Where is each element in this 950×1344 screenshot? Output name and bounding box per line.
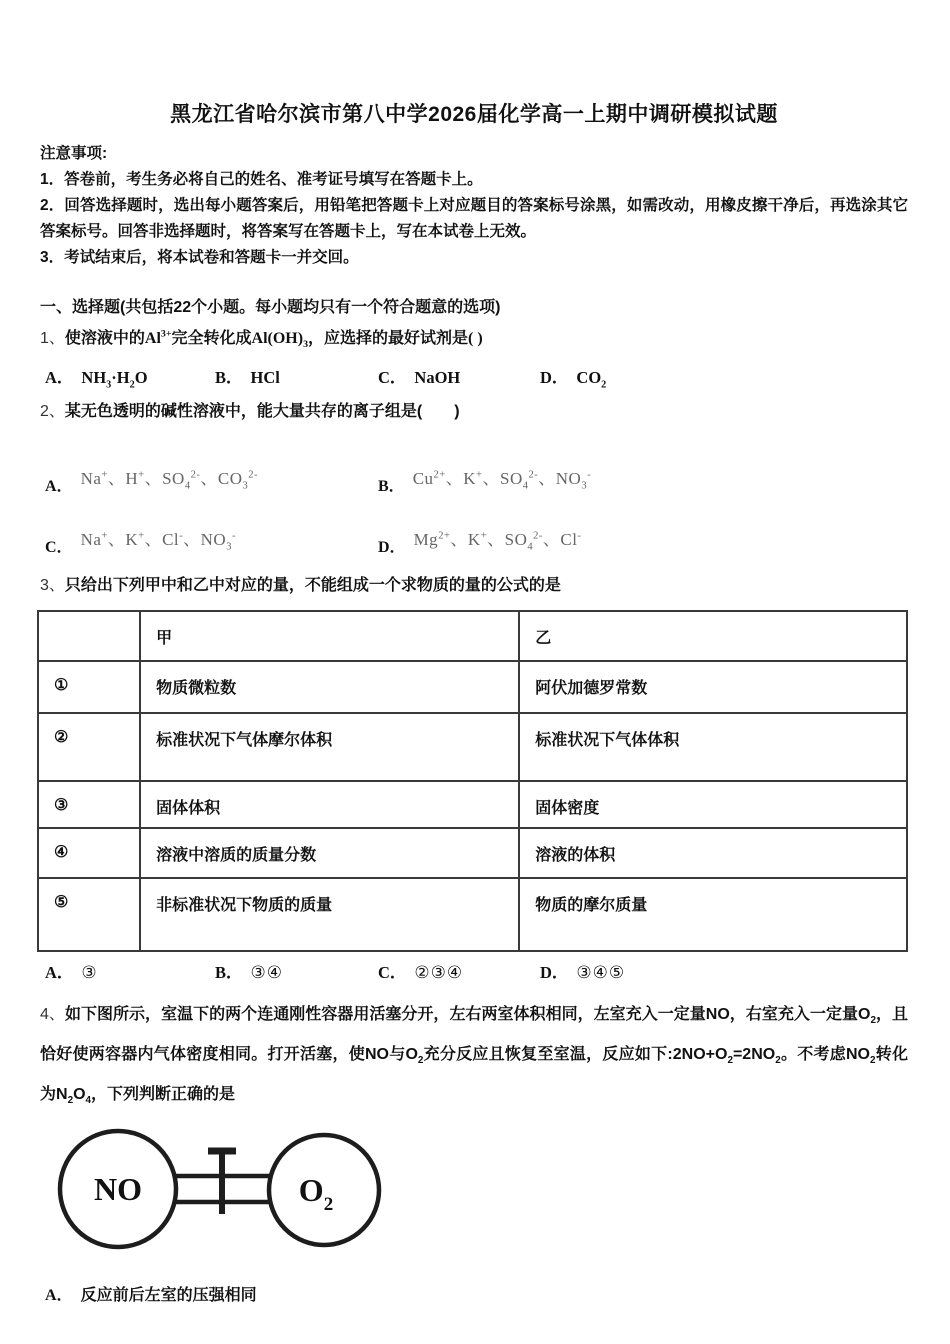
q1-option-c: C． NaOH	[378, 368, 461, 387]
question-2-number: 2、	[40, 403, 65, 420]
question-4-number: 4、	[40, 1006, 65, 1023]
q1-option-d: D． $CO_2$	[540, 368, 607, 391]
table-header-blank	[38, 611, 140, 661]
table-row: ⑤ 非标准状况下物质的质量 物质的摩尔质量	[38, 878, 907, 951]
question-3-stem: 3、只给出下列甲中和乙中对应的量，不能组成一个求物质的量的公式的是	[40, 577, 561, 594]
section-1-heading: 一、选择题(共包括22个小题。每小题均只有一个符合题意的选项)	[40, 299, 501, 316]
table-header-yi: 乙	[519, 611, 907, 661]
question-1-options	[40, 364, 908, 391]
question-1-number: 1、	[40, 330, 65, 347]
table-row: ④ 溶液中溶质的质量分数 溶液的体积	[38, 828, 907, 878]
q3-answer-d: D． ③④⑤	[540, 963, 626, 982]
q2-option-d: D． $Mg^{2+}$、K+、$SO_4^{2-}$、Cl-	[378, 530, 582, 556]
left-container-label: NO	[94, 1171, 142, 1207]
q4-option-a: A． 反应前后左室的压强相同	[45, 1287, 257, 1304]
question-3-answers	[40, 959, 908, 983]
table-row: ① 物质微粒数 阿伏加德罗常数	[38, 661, 907, 713]
notice-item-1: 1．答卷前，考生务必将自己的姓名、准考证号填写在答题卡上。	[40, 171, 483, 188]
right-container-label: $O_2$	[298, 1172, 334, 1215]
q2-option-c: C． Na+、K+、Cl-、$NO_3^-$	[45, 530, 236, 556]
table-header-row	[38, 611, 907, 661]
q2-option-b: B． $Cu^{2+}$、K+、$SO_4^{2-}$、$NO_3^-$	[378, 469, 592, 495]
question-2-stem: 2、某无色透明的碱性溶液中，能大量共存的离子组是( )	[40, 403, 460, 420]
page-title: 黑龙江省哈尔滨市第八中学2026届化学高一上期中调研模拟试题	[170, 103, 778, 126]
question-4-stem: 4、如下图所示，室温下的两个连通刚性容器用活塞分开，左右两室体积相同，左室充入一定量NO，右室充入一定量$O_2$，且恰好使两容器内气体密度相同。打开活塞，使NO与$O_2$充分反应且恢复至室温，反应如下$:2NO+O_2=2NO_2$。不考虑$NO_2$转化为$N_2O_4$，下列判断正确的是	[40, 1006, 908, 1107]
notice-item-3: 3．考试结束后，将本试卷和答题卡一并交回。	[40, 249, 359, 266]
notice-heading: 注意事项:	[40, 145, 108, 162]
question-2-options	[40, 439, 908, 557]
question-3-number: 3、	[40, 577, 65, 594]
q1-option-b: B． HCl	[215, 368, 280, 387]
table-row: ③ 固体体积 固体密度	[38, 781, 907, 828]
connected-containers-diagram	[48, 1123, 393, 1255]
q3-answer-a: A． ③	[45, 963, 98, 982]
notice-item-2: 2．回答选择题时，选出每小题答案后，用铅笔把答题卡上对应题目的答案标号涂黑，如需改动，用橡皮擦干净后，再选涂其它答案标号。回答非选择题时，将答案写在答题卡上，写在本试卷上无效。	[40, 197, 908, 240]
notice-section	[40, 141, 908, 271]
question-4-diagram	[48, 1123, 908, 1260]
question-1-stem: 1、使溶液中的$Al^{3+}$完全转化成$Al(OH)_3$，应选择的最好试剂是( )	[40, 328, 483, 351]
q3-answer-b: B． ③④	[215, 963, 283, 982]
q1-option-a: A． $NH_3\cdot H_2O$	[45, 368, 148, 391]
table-row: ② 标准状况下气体摩尔体积 标准状况下气体体积	[38, 713, 907, 781]
right-container-circle	[269, 1135, 379, 1245]
question-3-table	[37, 610, 908, 952]
q2-option-a: A． Na+、H+、$SO_4^{2-}$、$CO_3^{2-}$	[45, 469, 259, 495]
q3-answer-c: C． ②③④	[378, 963, 464, 982]
table-header-jia: 甲	[140, 611, 519, 661]
